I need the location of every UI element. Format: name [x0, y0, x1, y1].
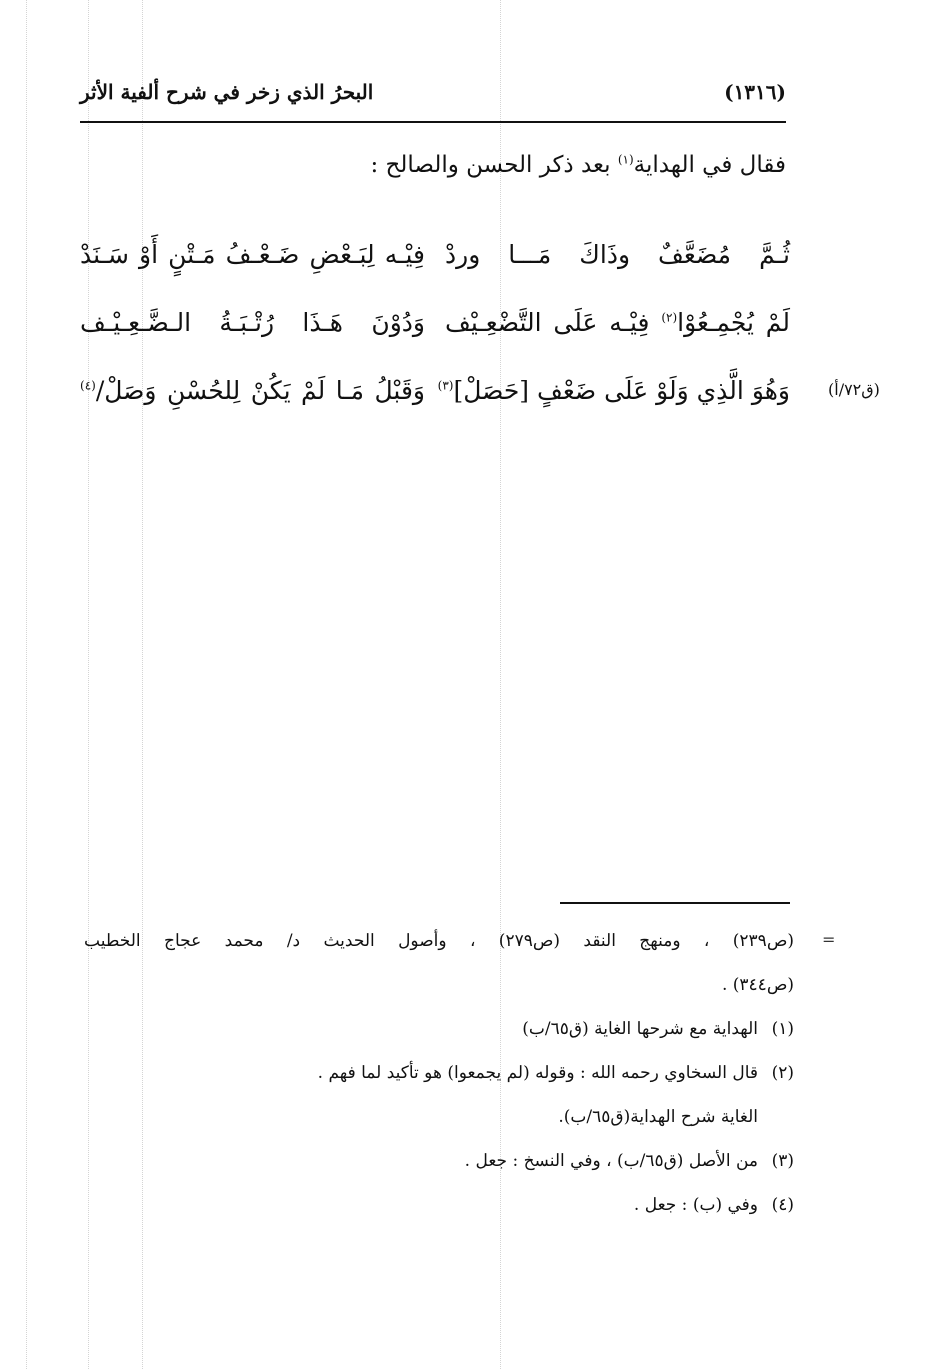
footnote-continuation: الغاية شرح الهداية(ق٦٥/ب). — [558, 1107, 758, 1127]
footnote-carry-line: (ص٣٤٤) . — [721, 975, 794, 995]
footnote-text: وفي (ب) : جعل . — [633, 1195, 758, 1215]
footnote-item — [84, 1057, 794, 1101]
verse-first-hemistich — [445, 308, 790, 337]
footnote-number: (١) — [771, 1019, 794, 1039]
footnote-text: من الأصل (ق٦٥/ب) ، وفي النسخ : جعل . — [464, 1151, 758, 1171]
footnote-number: (٣) — [771, 1151, 794, 1171]
verse — [80, 308, 790, 376]
verse-first-hemistich: ثُـمَّ مُضَعَّفٌ وذَاكَ مَـــا وردْ — [445, 240, 790, 269]
footnote-ref-1: (١) — [617, 152, 634, 167]
footnote-divider — [560, 902, 790, 904]
footnote-text: قال السخاوي رحمه الله : وقوله (لم يجمعوا) هو تأكيد لما فهم . — [317, 1063, 758, 1083]
footnote-item — [84, 1189, 794, 1233]
carry-over-mark: = — [822, 930, 836, 949]
intro-text: فقال في الهداية — [633, 152, 786, 178]
footnote-ref-4: (٤) — [80, 378, 96, 393]
hemistich-text: فِيْـه عَلَى التَّضْعِـيْف — [445, 308, 662, 337]
hemistich-text: وَقَبْلُ مَـا لَمْ يَكُنْ لِلحُسْنِ وَصَلْ/ — [95, 376, 425, 405]
hemistich-text: لَمْ يُجْمِـعُوْا — [677, 308, 791, 337]
page-number: (١٣١٦) — [724, 80, 786, 104]
verse-first-hemistich — [437, 376, 790, 405]
footnote-number: (٤) — [771, 1195, 794, 1215]
verse-second-hemistich: فِيْـه لِبَـعْضِ ضَـعْـفُ مَـتْنٍ أَوْ سَـنَدْ — [80, 240, 425, 269]
page-header — [80, 74, 786, 120]
footnote-carry-line: (ص٢٣٩) ، ومنهج النقد (ص٢٧٩) ، وأصول الحديث د/ محمد عجاج الخطيب — [84, 931, 795, 951]
verse — [80, 240, 790, 308]
intro-text-after: بعد ذكر الحسن والصالح : — [370, 152, 618, 178]
footnote-ref-2: (٢) — [661, 310, 678, 325]
footnote-item — [84, 1013, 794, 1057]
intro-line — [370, 152, 786, 178]
verse-second-hemistich: وَدُوْنَ هَـذَا رُتْـبَـةُ الـضَّـعِـيْـف — [80, 308, 425, 337]
manuscript-folio-note: (ق٧٢/أ) — [828, 380, 880, 399]
verse-second-hemistich — [80, 376, 425, 405]
footnote-item — [84, 1145, 794, 1189]
header-divider — [80, 121, 786, 123]
footnote-text: الهداية مع شرحها الغاية (ق٦٥/ب) — [522, 1019, 758, 1039]
footnote-ref-3: (٣) — [437, 378, 454, 393]
verse — [80, 376, 790, 444]
footnotes — [84, 925, 794, 1233]
poem — [80, 240, 790, 444]
footnote-number: (٢) — [771, 1063, 794, 1083]
book-title: البحرُ الذي زخر في شرح ألفية الأثر — [80, 80, 374, 104]
hemistich-text: وَهُوَ الَّذِي وَلَوْ عَلَى ضَعْفٍ [حَصَلْ] — [453, 376, 790, 405]
scan-artifact — [26, 0, 27, 1369]
